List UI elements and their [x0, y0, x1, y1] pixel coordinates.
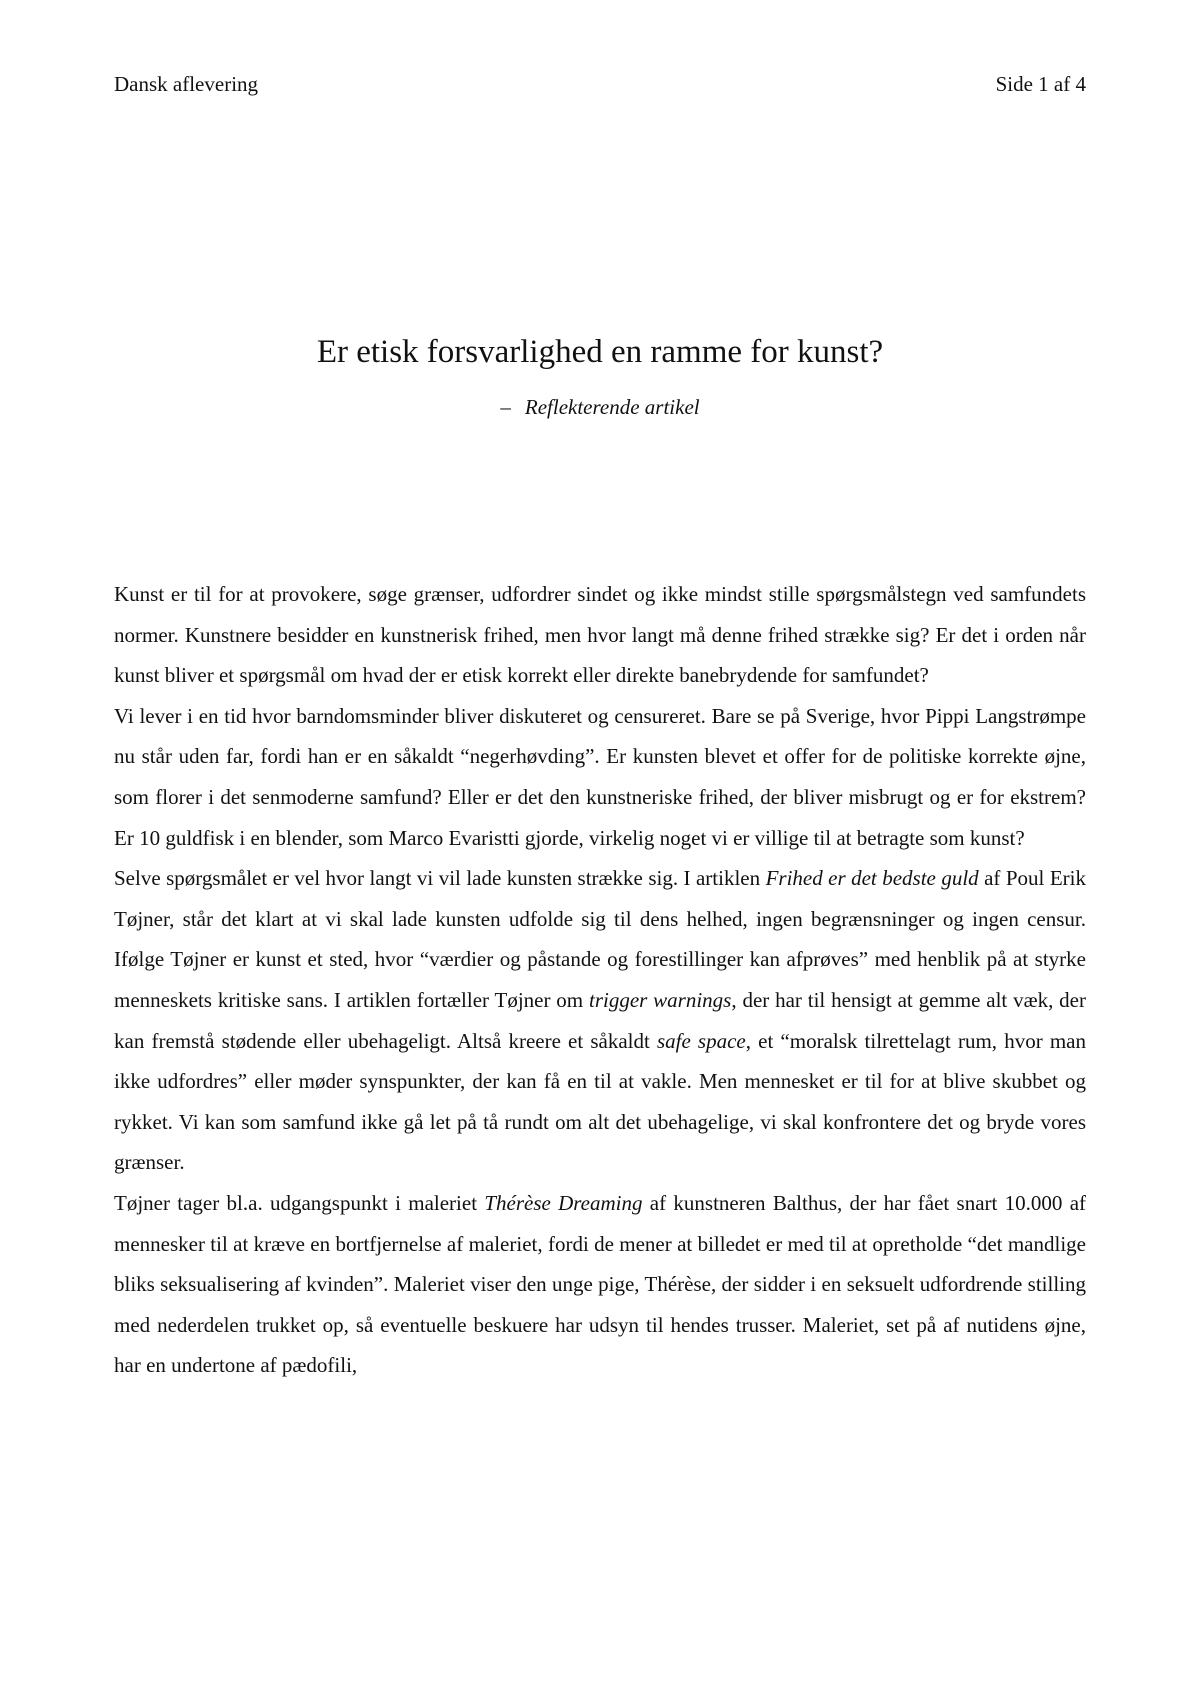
article-title: Er etisk forsvarlighed en ramme for kunst? [316, 334, 884, 370]
paragraph-3 [114, 858, 1086, 1183]
paragraph-text: af kunstneren Balthus, der har fået snart 10.000 af mennesker til at kræve en bortfjernelse af maleriet, fordi de mener at billedet er med til at opretholde “det mandlige bliks seksualisering af kvinden”. Maleriet viser den unge pige, Thérèse, der sidder i en seksuelt udfordrende stilling med nederdelen trukket op, så eventuelle beskuere har udsyn til hendes trusser. Maleriet, set på af nutidens øjne, har en undertone af pædofili, [114, 1190, 1087, 1378]
paragraph-text: , der har til hensigt at gemme alt væk, der kan fremstå stødende eller ubehageligt. Altså kreere et såkaldt [114, 987, 1086, 1053]
paragraph-2 [114, 696, 1086, 858]
article-subtitle [0, 392, 1200, 422]
term-safe-space: safe space [656, 1028, 746, 1053]
painting-title-reference: Thérèse Dreaming [484, 1190, 643, 1215]
paragraph-4 [114, 1183, 1086, 1386]
header-page-number: Side 1 af 4 [995, 72, 1086, 96]
term-trigger-warnings: trigger warnings [588, 987, 732, 1012]
paragraph-text: , et “moralsk tilrettelagt rum, hvor man ikke udfordres” eller møder synspunkter, der kan få en til at vakle. Men mennesket er til for at blive skubbet og rykket. Vi kan som samfund ikke gå let på tå rundt om alt det ubehagelige, vi skal konfrontere det og bryde vores grænser. [114, 1028, 1086, 1175]
page-header [114, 72, 1086, 102]
paragraph-text: Kunst er til for at provokere, søge grænser, udfordrer sindet og ikke mindst stille spørgsmålstegn ved samfundets normer. Kunstnere besidder en kunstnerisk frihed, men hvor langt må denne frihed strække sig? Er det i orden når kunst bliver et spørgsmål om hvad der er etisk korrekt eller direkte banebrydende for samfundet? [114, 582, 1086, 688]
subtitle-dash: – [500, 395, 511, 419]
paragraph-text: Selve spørgsmålet er vel hvor langt vi vil lade kunsten strække sig. I artiklen [114, 866, 766, 891]
article-title-reference: Frihed er det bedste guld [765, 866, 979, 891]
article-body [114, 574, 1086, 1386]
paragraph-text: af Poul Erik Tøjner, står det klart at vi skal lade kunsten udfolde sig til dens helhed, ingen begrænsninger og ingen censur. Ifølge Tøjner er kunst et sted, hvor “værdier og påstande og forestillinger kan afprøves” med henblik på at styrke menneskets kritiske sans. I artiklen fortæller Tøjner om [114, 866, 1086, 1012]
header-document-label: Dansk aflevering [114, 72, 259, 96]
paragraph-text: Tøjner tager bl.a. udgangspunkt i maleriet [114, 1190, 485, 1215]
paragraph-1 [114, 574, 1086, 696]
paragraph-text: Vi lever i en tid hvor barndomsminder bliver diskuteret og censureret. Bare se på Sverige, hvor Pippi Langstrømpe nu står uden far, fordi han er en såkaldt “negerhøvding”. Er kunsten blevet et offer for de politiske korrekte øjne, som florer i det senmoderne samfund? Eller er det den kunstneriske frihed, der bliver misbrugt og er for ekstrem? Er 10 guldfisk i en blender, som Marco Evaristti gjorde, virkelig noget vi er villige til at betragte som kunst? [114, 703, 1086, 850]
subtitle-text: Reflekterende artikel [524, 395, 700, 419]
